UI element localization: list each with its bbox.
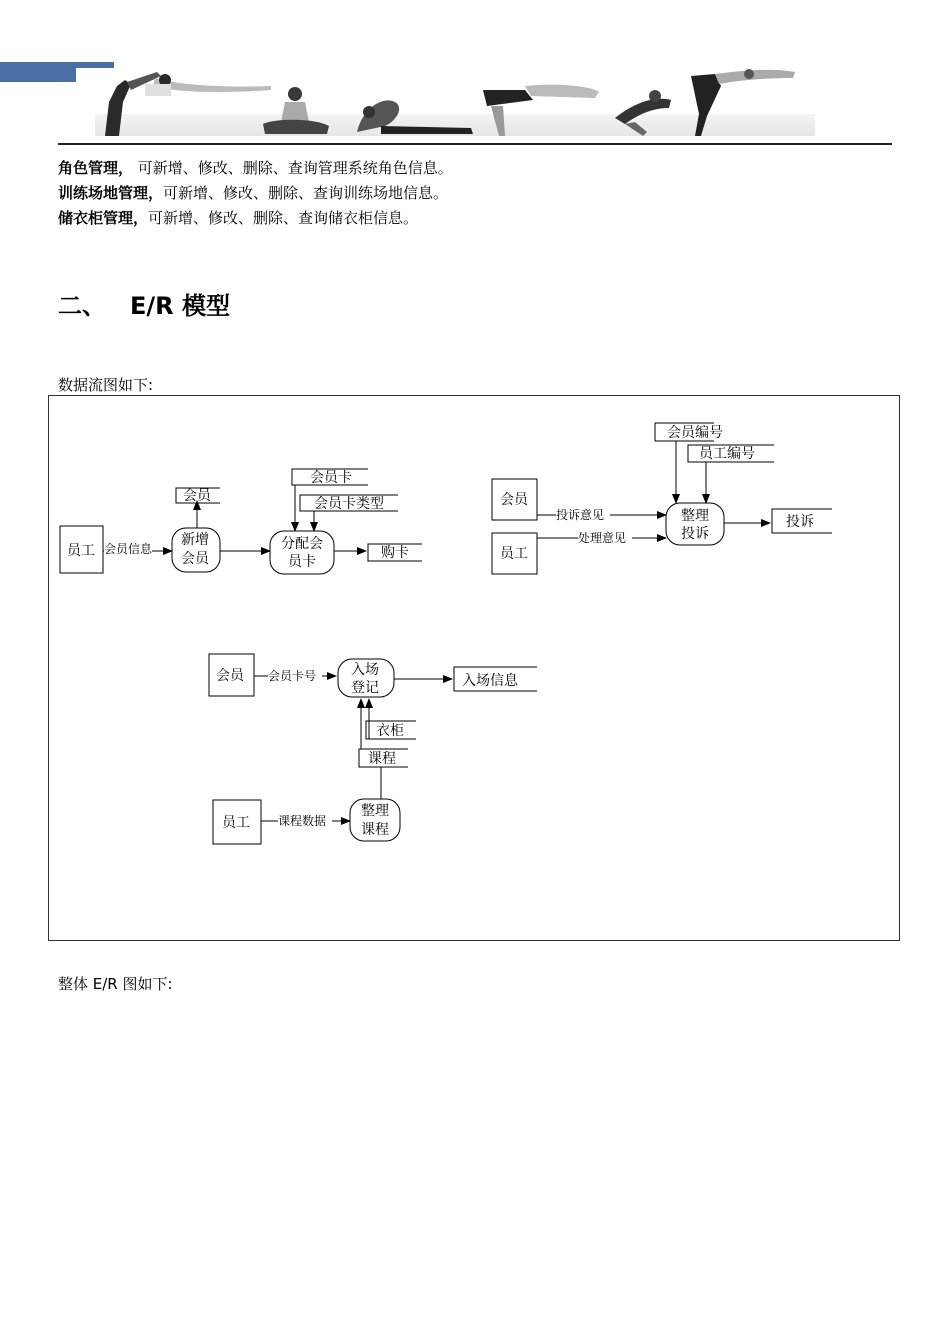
d2-store-member-no: 会员编号	[667, 425, 723, 441]
d3-proc-course-line1: 整理	[361, 803, 389, 819]
d2-entity-member: 会员	[500, 492, 528, 508]
d2-entity-staff: 员工	[500, 546, 528, 562]
feature-line-venue	[58, 183, 448, 203]
d2-flow-complaint-label: 投诉意见	[556, 508, 605, 522]
d3-proc-course-line2: 课程	[361, 822, 389, 838]
d3-flow-card-no-label: 会员卡号	[268, 669, 317, 683]
er-caption: 整体 E/R 图如下:	[58, 975, 173, 993]
d1-store-card: 会员卡	[310, 470, 352, 486]
feature-desc: 可新增、修改、删除、查询训练场地信息。	[163, 184, 449, 202]
feature-line-locker	[58, 208, 418, 228]
d1-proc-assign-card-line1: 分配会	[281, 536, 323, 552]
header-rule	[58, 143, 892, 145]
d2-flow-handling-label: 处理意见	[578, 531, 627, 545]
d3-flow-course-data-label: 课程数据	[278, 814, 327, 828]
d3-proc-entry-line2: 登记	[351, 680, 379, 696]
section-title-text: E/R 模型	[130, 292, 230, 320]
d3-store-locker: 衣柜	[376, 723, 404, 739]
d3-proc-entry-line1: 入场	[351, 662, 379, 678]
feature-name: 角色管理，	[58, 159, 134, 177]
feature-desc: 可新增、修改、删除、查询储衣柜信息。	[148, 209, 419, 227]
d2-store-complaint: 投诉	[786, 514, 814, 530]
d1-entity-staff: 员工	[67, 543, 95, 559]
section-heading	[58, 286, 230, 321]
feature-desc: 可新增、修改、删除、查询管理系统角色信息。	[133, 159, 453, 177]
header-accent-bar	[0, 62, 76, 82]
yoga-figure-2	[263, 87, 329, 134]
d3-entity-member: 会员	[216, 668, 244, 684]
section-number: 二、	[58, 292, 106, 320]
d1-proc-new-member-line1: 新增	[181, 532, 209, 548]
dfd-caption: 数据流图如下:	[58, 376, 154, 394]
d1-flow-member-info-label: 会员信息	[104, 542, 153, 556]
d1-proc-assign-card-line2: 员卡	[288, 554, 316, 570]
d3-store-entry-info: 入场信息	[462, 673, 518, 689]
d1-proc-new-member-line2: 会员	[181, 551, 209, 567]
d1-store-purchase: 购卡	[381, 545, 409, 561]
yoga-banner-image	[95, 66, 815, 142]
d1-store-card-type: 会员卡类型	[314, 496, 384, 512]
feature-name: 储衣柜管理，	[58, 209, 149, 227]
d3-entity-staff: 员工	[222, 815, 250, 831]
d2-proc-complaint-line2: 投诉	[681, 526, 709, 542]
d2-store-staff-no: 员工编号	[699, 446, 755, 462]
d1-store-member: 会员	[183, 488, 211, 504]
d2-proc-complaint-line1: 整理	[681, 508, 709, 524]
feature-line-role	[58, 158, 453, 178]
data-flow-diagram	[48, 395, 900, 941]
feature-name: 训练场地管理，	[58, 184, 164, 202]
d3-store-course: 课程	[368, 751, 396, 767]
